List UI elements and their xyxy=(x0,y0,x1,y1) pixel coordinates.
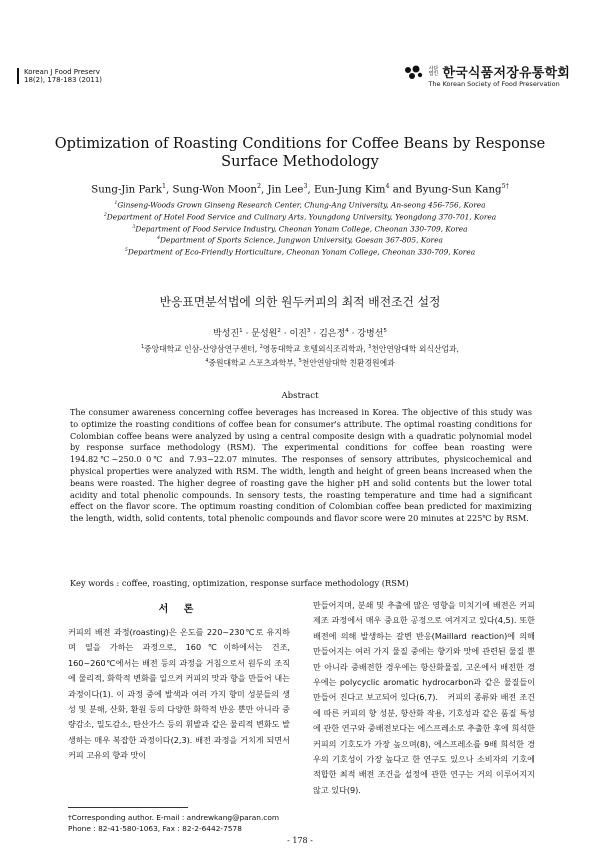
body-column-right: 만들어지며, 분쇄 및 추출에 많은 영향을 미치기에 배전은 커피 제조 과정에서 매우 중요한 공정으로 여겨지고 있다(4,5). 또한 배전에 의해 발생하는 갈변 반응(Maillard reaction)에 의해 만들어지는 여러 가지 물질 중에는 향기와 맛에 관련된 물질 뿐만 아니라 중배전한 경우에는 항산화물질, 고온에서 배전한 경우에는 polycyclic aromatic hydrocarbon과 같은 물질들이 만들어 진다고 보고되어 있다(6,7). 커피의 종류와 배전 조건에 따른 커피의 향 성분, 항산화 작용, 기호성과 같은 품질 특성에 관한 연구와 중배전보다는 에스프레소로 추출한 후에 희석한 커피의 기호도가 가장 높으며(8), 에스프레소를 9배 희석한 경우의 기호성이 가장 높다고 한 연구도 있으나 소비자의 기호에 적합한 최적 배전 조건을 설정에 관한 연구는 거의 이루어지지 않고 있다(9). xyxy=(313,600,535,795)
korean-title: 반응표면분석법에 의한 원두커피의 최적 배전조건 설정 xyxy=(159,295,441,309)
footnote-divider xyxy=(68,807,188,808)
korean-affiliation-list: $^1$중앙대학교 인삼-산양삼연구센터, $^2$영동대학교 호텔외식조리학과, $^3$천안연암대학 외식산업과, $^4$중원대학교 스포츠과학부, $^5$천안연암대학 친환경원예과 xyxy=(140,344,460,368)
affiliation-list: $^1$Ginseng-Woods Grown Ginseng Research Center, Chung-Ang University, An-seong 456-756, Korea $^2$Department of Hotel Food Service and Culinary Arts, Youngdong University, Yeongdong 370-701, Korea $^3$Department of Food Service Industry, Cheonan Yonam College, Cheonan 330-709, Korea $^4$Department of Sports Science, Jungwon University, Goesan 367-805, Korea $^5$Department of Eco-Friendly Horticulture, Cheonan Yonam College, Cheonan 330-709, Korea xyxy=(103,200,497,257)
publisher-english-name: The Korean Society of Food Preservation xyxy=(428,80,560,88)
body-column-left: 커피의 배전 과정(roasting)은 온도를 220~230℃로 유지하며 열을 가하는 과정으로, 160℃이하에서는 건조, 160~260℃에서는 배전 등의 과정을 거침으로서 원두의 조직에 물리적, 화학적 변화를 일으켜 커피의 맛과 향을 만들어 내는 과정이다(1). 이 과정 중에 발색과 여러 가지 향미 성분들의 생성 및 분해, 산화, 환원 등의 다양한 화학적 반응 뿐만 아니라 중량감소, 밀도감소, 탄산가스 등의 휘발과 같은 물리적 변화도 발생하는 매우 복잡한 과정이다(2,3). 배전 과정을 거치게 되면서 커피 고유의 향과 맛이 xyxy=(68,627,290,761)
publisher-small-label: 사단법인 xyxy=(428,65,439,77)
abstract-heading: Abstract xyxy=(281,391,319,401)
korean-author-list: 박성진$^1$ · 문성원$^2$ · 이진$^3$ · 김은정$^4$ · 강병선$^5$ xyxy=(213,328,387,339)
page-number: - 178 - xyxy=(287,836,313,845)
section-heading-introduction: 서 론 xyxy=(158,604,200,615)
paper-title: Optimization of Roasting Conditions for Coffee Beans by Response Surface Methodology xyxy=(54,136,546,170)
journal-name: Korean J Food Preserv xyxy=(24,68,100,76)
footnote xyxy=(68,812,328,834)
publisher-header xyxy=(402,62,570,88)
publisher-korean-name: 한국식품저장유통학회 xyxy=(442,66,570,81)
journal-citation xyxy=(17,68,102,84)
abstract-text: The consumer awareness concerning coffee beverages has increased in Korea. The objective of this study was to optimize the roasting conditions of coffee bean for consumer's attribute. The optimal roasting conditions for Colombian coffee beans were analyzed by using a central composite design with a quadratic polynomial model by response surface methodology (RSM). The experimental conditions for coffee bean roasting were 194.82℃~250.0 0℃ and 7.93~22.07 minutes. The responses of sensory attributes, physicochemical and physical properties were analyzed with RSM. The width, length and height of green beans increased when the beans were roasted. The higher degree of roasting gave the higher pH and solid contents but the lower total acidity and total phenolic compounds. In sensory tests, the roasting temperature and time had a significant effect on the flavor score. The optimum roasting condition of Colombian coffee bean predicted for maximizing the length, width, solid contents, total phenolic compounds and flavor score were 20 minutes at 225℃ by RSM. xyxy=(70,407,532,524)
footnote-contact: Phone : 82-41-580-1063, Fax : 82-2-6442-7578 xyxy=(68,824,242,833)
journal-volume: 18(2), 178-183 (2011) xyxy=(24,76,103,84)
keywords: Key words : coffee, roasting, optimization, response surface methodology (RSM) xyxy=(70,578,409,588)
footnote-corresponding: †Corresponding author. E-mail : andrewkang@paran.com xyxy=(68,813,280,822)
author-list: Sung-Jin Park$^1$, Sung-Won Moon$^2$, Jin Lee$^3$, Eun-Jung Kim$^4$ and Byung-Sun Kang$^{5\dagger}$ xyxy=(91,183,509,196)
society-logo-icon xyxy=(402,64,424,80)
